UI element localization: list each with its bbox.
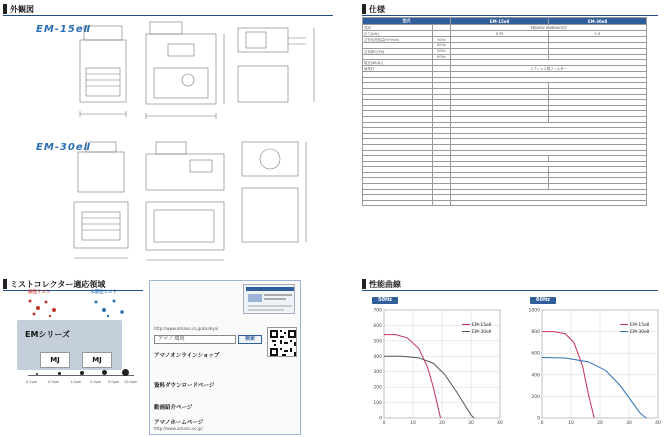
qr-code-icon xyxy=(267,327,297,357)
water-mist-label: 水溶性ミスト xyxy=(90,290,117,295)
spec-label: 定格処理風量[m³/min] xyxy=(363,37,433,43)
model-label-a: EM-15eⅡ xyxy=(36,24,92,35)
particle-size-label: 10.0μm xyxy=(124,380,138,384)
oil-mist-label: 油性ミスト xyxy=(28,290,51,295)
spec-frequency: 50Hz xyxy=(433,37,451,43)
section-header-performance xyxy=(362,278,658,290)
y-tick-label: 200 xyxy=(373,385,382,391)
model-label-b: EM-30eⅡ xyxy=(36,142,92,153)
spec-label xyxy=(363,200,433,206)
link-download[interactable]: 資料ダウンロードページ xyxy=(154,383,215,389)
mist-dots-icon xyxy=(24,296,134,320)
legend-entry: EM-30eⅡ xyxy=(630,330,650,335)
y-tick-label: 100 xyxy=(373,401,382,407)
particle-scale-bar xyxy=(28,375,134,376)
search-input[interactable]: アマノ 環境 xyxy=(154,335,236,344)
x-tick-label: 10 xyxy=(410,421,416,426)
legend-entry: EM-15eⅡ xyxy=(472,323,492,328)
x-tick-label: 30 xyxy=(626,421,632,426)
spec-value: 1.5 xyxy=(549,31,647,37)
particle-size-label: 0.1μm xyxy=(26,380,38,384)
y-tick-label: 400 xyxy=(531,373,540,379)
particle-size-label: 0.5μm xyxy=(48,380,60,384)
spec-col-header: EM-30eⅡ xyxy=(549,18,647,25)
website-thumbnail-icon xyxy=(244,285,296,315)
spec-value: 3相200V 50/60Hz共用 xyxy=(451,25,647,31)
section-title: 外観図 xyxy=(10,4,34,14)
info-panel xyxy=(149,280,301,435)
spec-label: 出力[kW] xyxy=(363,31,433,37)
particle-dot xyxy=(58,372,61,375)
spec-value: ステンレス製フィルター xyxy=(451,66,647,72)
outline-drawing-15e xyxy=(70,18,330,136)
spec-frequency: 60Hz xyxy=(433,54,451,60)
y-tick-label: 0 xyxy=(537,416,540,422)
x-tick-label: 10 xyxy=(568,421,574,426)
link-homepage-url[interactable]: http://www.amano.co.jp/ xyxy=(154,426,203,431)
spec-label: 騒音[dB(A)] xyxy=(363,60,433,66)
legend-entry: EM-15eⅡ xyxy=(630,323,650,328)
section-title: ミストコレクター適応領域 xyxy=(10,279,106,289)
spec-value: 0.75 xyxy=(451,31,549,37)
chart-tag-50hz: 50Hz xyxy=(372,297,398,304)
x-tick-label: 0 xyxy=(540,421,544,426)
mj-left-text: MJ xyxy=(50,356,60,364)
website-thumbnail xyxy=(243,284,295,314)
qr-code-graphic xyxy=(268,328,298,358)
y-tick-label: 300 xyxy=(373,370,382,376)
mj-box-right xyxy=(82,352,112,368)
section-title: 仕様 xyxy=(369,4,385,14)
y-tick-label: 1000 xyxy=(528,308,540,314)
spec-frequency xyxy=(433,200,451,206)
x-tick-label: 30 xyxy=(468,421,474,426)
spec-frequency: 60Hz xyxy=(433,43,451,49)
info-url-link[interactable]: http://www.amano.co.jp/kankyo/ xyxy=(154,326,219,331)
spec-col-header: 型式 xyxy=(363,18,451,25)
search-button[interactable]: 検索 xyxy=(238,335,262,344)
particle-dot xyxy=(102,370,107,375)
outline-drawing-30e xyxy=(70,140,330,268)
particle-size-label: 1.0μm xyxy=(70,380,82,384)
spec-label: 捕集材 xyxy=(363,66,433,72)
section-title: 性能曲線 xyxy=(369,279,401,289)
link-video[interactable]: 動画紹介ページ xyxy=(154,405,193,411)
spec-frequency: 50Hz xyxy=(433,48,451,54)
em-series-title: EMシリーズ xyxy=(25,330,71,339)
y-tick-label: 200 xyxy=(531,394,540,400)
y-tick-label: 800 xyxy=(531,330,540,336)
spec-header-row xyxy=(363,18,647,25)
particle-dot xyxy=(36,373,38,375)
chart-svg xyxy=(366,306,504,432)
y-tick-label: 400 xyxy=(373,354,382,360)
y-tick-label: 500 xyxy=(373,339,382,345)
y-tick-label: 0 xyxy=(379,416,382,422)
particle-dot xyxy=(122,369,129,376)
chart-svg xyxy=(524,306,662,432)
spec-label: 電源 xyxy=(363,25,433,31)
legend-entry: EM-30eⅡ xyxy=(472,330,492,335)
link-homepage[interactable]: アマノホームページ xyxy=(154,420,204,426)
particle-size-label: 2.0μm xyxy=(90,380,102,384)
mj-box-left xyxy=(40,352,70,368)
spec-col-header: EM-15eⅡ xyxy=(451,18,549,25)
y-tick-label: 700 xyxy=(373,308,382,314)
y-tick-label: 600 xyxy=(373,323,382,329)
x-tick-label: 20 xyxy=(439,421,445,426)
link-online-shop[interactable]: アマノオンラインショップ xyxy=(154,353,220,359)
y-tick-label: 600 xyxy=(531,351,540,357)
particle-dot xyxy=(80,371,84,375)
spec-label: 定格静圧[Pa] xyxy=(363,48,433,54)
spec-table xyxy=(362,17,647,206)
x-tick-label: 0 xyxy=(382,421,386,426)
section-header-spec xyxy=(362,3,658,15)
x-tick-label: 40 xyxy=(655,421,661,426)
mj-right-text: MJ xyxy=(92,356,102,364)
section-header-outline xyxy=(3,3,333,15)
mist-zone-panel xyxy=(4,289,140,389)
particle-size-label: 5.0μm xyxy=(108,380,120,384)
x-tick-label: 40 xyxy=(497,421,503,426)
spec-value xyxy=(451,200,647,206)
spec-row xyxy=(363,200,647,206)
chart-tag-60hz: 60Hz xyxy=(530,297,556,304)
x-tick-label: 20 xyxy=(597,421,603,426)
